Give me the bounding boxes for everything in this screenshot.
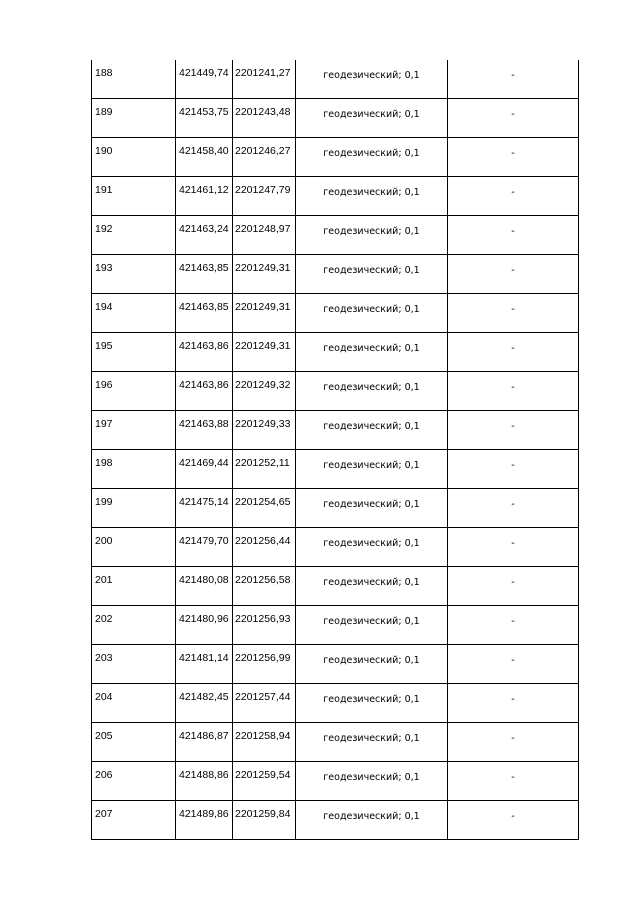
method-accuracy-cell-text: геодезический; 0,1 (323, 148, 420, 159)
table-row (92, 489, 579, 528)
y-coordinate-cell (233, 372, 296, 411)
point-number-cell-text: 190 (95, 145, 113, 157)
y-coordinate-cell-text: 2201257,44 (235, 691, 291, 703)
point-number-cell-text: 193 (95, 262, 113, 274)
description-cell-text: - (511, 810, 515, 822)
x-coordinate-cell-text: 421463,88 (179, 418, 229, 430)
x-coordinate-cell-text: 421475,14 (179, 496, 229, 508)
method-accuracy-cell (296, 372, 448, 411)
y-coordinate-cell-text: 2201254,65 (235, 496, 291, 508)
x-coordinate-cell (176, 684, 233, 723)
point-number-cell-text: 189 (95, 106, 113, 118)
x-coordinate-cell (176, 99, 233, 138)
method-accuracy-cell (296, 684, 448, 723)
y-coordinate-cell (233, 411, 296, 450)
table-row (92, 801, 579, 840)
table-row (92, 216, 579, 255)
x-coordinate-cell (176, 255, 233, 294)
description-cell (448, 216, 579, 255)
method-accuracy-cell-text: геодезический; 0,1 (323, 109, 420, 120)
table-row (92, 372, 579, 411)
point-number-cell-text: 188 (95, 67, 113, 79)
description-cell (448, 762, 579, 801)
description-cell (448, 177, 579, 216)
description-cell (448, 138, 579, 177)
point-number-cell-text: 191 (95, 184, 113, 196)
description-cell (448, 801, 579, 840)
point-number-cell-text: 202 (95, 613, 113, 625)
y-coordinate-cell (233, 138, 296, 177)
description-cell (448, 684, 579, 723)
point-number-cell-text: 201 (95, 574, 113, 586)
point-number-cell-text: 200 (95, 535, 113, 547)
description-cell-text: - (511, 576, 515, 588)
table-row (92, 567, 579, 606)
point-number-cell-text: 194 (95, 301, 113, 313)
x-coordinate-cell (176, 138, 233, 177)
point-number-cell (92, 450, 176, 489)
y-coordinate-cell (233, 606, 296, 645)
description-cell-text: - (511, 615, 515, 627)
point-number-cell-text: 196 (95, 379, 113, 391)
y-coordinate-cell (233, 684, 296, 723)
method-accuracy-cell-text: геодезический; 0,1 (323, 343, 420, 354)
x-coordinate-cell (176, 411, 233, 450)
y-coordinate-cell-text: 2201247,79 (235, 184, 291, 196)
description-cell-text: - (511, 693, 515, 705)
method-accuracy-cell-text: геодезический; 0,1 (323, 421, 420, 432)
method-accuracy-cell-text: геодезический; 0,1 (323, 538, 420, 549)
point-number-cell (92, 177, 176, 216)
table-row (92, 606, 579, 645)
point-number-cell-text: 199 (95, 496, 113, 508)
description-cell (448, 411, 579, 450)
table-row (92, 294, 579, 333)
x-coordinate-cell (176, 450, 233, 489)
x-coordinate-cell (176, 801, 233, 840)
description-cell (448, 567, 579, 606)
x-coordinate-cell-text: 421463,86 (179, 379, 229, 391)
y-coordinate-cell (233, 645, 296, 684)
x-coordinate-cell (176, 762, 233, 801)
point-number-cell-text: 206 (95, 769, 113, 781)
description-cell-text: - (511, 147, 515, 159)
table-row (92, 138, 579, 177)
point-number-cell (92, 216, 176, 255)
point-number-cell-text: 205 (95, 730, 113, 742)
description-cell-text: - (511, 225, 515, 237)
y-coordinate-cell (233, 801, 296, 840)
method-accuracy-cell-text: геодезический; 0,1 (323, 382, 420, 393)
y-coordinate-cell (233, 762, 296, 801)
y-coordinate-cell-text: 2201249,31 (235, 340, 291, 352)
description-cell-text: - (511, 264, 515, 276)
y-coordinate-cell-text: 2201259,54 (235, 769, 291, 781)
method-accuracy-cell (296, 645, 448, 684)
method-accuracy-cell (296, 255, 448, 294)
method-accuracy-cell (296, 801, 448, 840)
y-coordinate-cell-text: 2201249,31 (235, 301, 291, 313)
method-accuracy-cell (296, 138, 448, 177)
method-accuracy-cell (296, 177, 448, 216)
x-coordinate-cell (176, 528, 233, 567)
description-cell (448, 489, 579, 528)
x-coordinate-cell-text: 421463,85 (179, 262, 229, 274)
description-cell-text: - (511, 498, 515, 510)
x-coordinate-cell (176, 333, 233, 372)
table-row (92, 60, 579, 99)
method-accuracy-cell (296, 528, 448, 567)
y-coordinate-cell-text: 2201256,58 (235, 574, 291, 586)
table-row (92, 723, 579, 762)
point-number-cell (92, 567, 176, 606)
description-cell-text: - (511, 537, 515, 549)
method-accuracy-cell-text: геодезический; 0,1 (323, 460, 420, 471)
y-coordinate-cell-text: 2201256,93 (235, 613, 291, 625)
x-coordinate-cell-text: 421480,96 (179, 613, 229, 625)
x-coordinate-cell (176, 60, 233, 99)
method-accuracy-cell-text: геодезический; 0,1 (323, 811, 420, 822)
method-accuracy-cell (296, 60, 448, 99)
table-row (92, 528, 579, 567)
x-coordinate-cell-text: 421479,70 (179, 535, 229, 547)
x-coordinate-cell-text: 421463,24 (179, 223, 229, 235)
x-coordinate-cell (176, 606, 233, 645)
x-coordinate-cell (176, 216, 233, 255)
y-coordinate-cell-text: 2201259,84 (235, 808, 291, 820)
point-number-cell (92, 801, 176, 840)
x-coordinate-cell-text: 421449,74 (179, 67, 229, 79)
x-coordinate-cell-text: 421463,86 (179, 340, 229, 352)
y-coordinate-cell (233, 528, 296, 567)
method-accuracy-cell-text: геодезический; 0,1 (323, 577, 420, 588)
method-accuracy-cell-text: геодезический; 0,1 (323, 70, 420, 81)
y-coordinate-cell (233, 177, 296, 216)
x-coordinate-cell (176, 723, 233, 762)
y-coordinate-cell (233, 450, 296, 489)
x-coordinate-cell-text: 421461,12 (179, 184, 229, 196)
method-accuracy-cell-text: геодезический; 0,1 (323, 265, 420, 276)
method-accuracy-cell (296, 294, 448, 333)
description-cell-text: - (511, 342, 515, 354)
method-accuracy-cell (296, 606, 448, 645)
description-cell-text: - (511, 303, 515, 315)
y-coordinate-cell (233, 255, 296, 294)
y-coordinate-cell (233, 489, 296, 528)
table-row (92, 255, 579, 294)
point-number-cell (92, 255, 176, 294)
point-number-cell (92, 645, 176, 684)
method-accuracy-cell (296, 723, 448, 762)
method-accuracy-cell (296, 489, 448, 528)
coordinates-table-body (92, 60, 579, 840)
point-number-cell-text: 203 (95, 652, 113, 664)
point-number-cell (92, 723, 176, 762)
description-cell-text: - (511, 69, 515, 81)
description-cell (448, 645, 579, 684)
y-coordinate-cell-text: 2201249,31 (235, 262, 291, 274)
method-accuracy-cell (296, 762, 448, 801)
point-number-cell-text: 207 (95, 808, 113, 820)
y-coordinate-cell-text: 2201258,94 (235, 730, 291, 742)
x-coordinate-cell-text: 421481,14 (179, 652, 229, 664)
table-row (92, 99, 579, 138)
method-accuracy-cell (296, 99, 448, 138)
description-cell (448, 99, 579, 138)
y-coordinate-cell (233, 333, 296, 372)
method-accuracy-cell-text: геодезический; 0,1 (323, 226, 420, 237)
table-row (92, 411, 579, 450)
point-number-cell-text: 195 (95, 340, 113, 352)
method-accuracy-cell-text: геодезический; 0,1 (323, 694, 420, 705)
description-cell-text: - (511, 732, 515, 744)
x-coordinate-cell-text: 421458,40 (179, 145, 229, 157)
y-coordinate-cell-text: 2201256,99 (235, 652, 291, 664)
method-accuracy-cell-text: геодезический; 0,1 (323, 772, 420, 783)
point-number-cell (92, 528, 176, 567)
method-accuracy-cell-text: геодезический; 0,1 (323, 304, 420, 315)
x-coordinate-cell (176, 177, 233, 216)
table-row (92, 762, 579, 801)
x-coordinate-cell-text: 421480,08 (179, 574, 229, 586)
point-number-cell (92, 411, 176, 450)
description-cell (448, 294, 579, 333)
x-coordinate-cell (176, 567, 233, 606)
x-coordinate-cell (176, 372, 233, 411)
description-cell (448, 255, 579, 294)
point-number-cell (92, 762, 176, 801)
description-cell (448, 372, 579, 411)
method-accuracy-cell (296, 216, 448, 255)
x-coordinate-cell-text: 421463,85 (179, 301, 229, 313)
method-accuracy-cell (296, 450, 448, 489)
table-row (92, 450, 579, 489)
coordinates-table (91, 60, 579, 840)
x-coordinate-cell-text: 421486,87 (179, 730, 229, 742)
method-accuracy-cell-text: геодезический; 0,1 (323, 655, 420, 666)
method-accuracy-cell-text: геодезический; 0,1 (323, 616, 420, 627)
point-number-cell-text: 204 (95, 691, 113, 703)
method-accuracy-cell (296, 567, 448, 606)
method-accuracy-cell-text: геодезический; 0,1 (323, 499, 420, 510)
point-number-cell (92, 294, 176, 333)
y-coordinate-cell-text: 2201249,32 (235, 379, 291, 391)
method-accuracy-cell (296, 411, 448, 450)
y-coordinate-cell-text: 2201243,48 (235, 106, 291, 118)
point-number-cell-text: 198 (95, 457, 113, 469)
x-coordinate-cell-text: 421489,86 (179, 808, 229, 820)
point-number-cell (92, 606, 176, 645)
y-coordinate-cell-text: 2201252,11 (235, 457, 290, 469)
x-coordinate-cell-text: 421469,44 (179, 457, 229, 469)
table-row (92, 177, 579, 216)
description-cell-text: - (511, 459, 515, 471)
y-coordinate-cell-text: 2201241,27 (235, 67, 291, 79)
x-coordinate-cell-text: 421482,45 (179, 691, 229, 703)
description-cell-text: - (511, 108, 515, 120)
point-number-cell (92, 99, 176, 138)
table-row (92, 684, 579, 723)
x-coordinate-cell-text: 421488,86 (179, 769, 229, 781)
description-cell (448, 528, 579, 567)
point-number-cell (92, 60, 176, 99)
description-cell (448, 606, 579, 645)
table-row (92, 645, 579, 684)
x-coordinate-cell-text: 421453,75 (179, 106, 229, 118)
y-coordinate-cell-text: 2201246,27 (235, 145, 291, 157)
y-coordinate-cell (233, 723, 296, 762)
point-number-cell (92, 333, 176, 372)
y-coordinate-cell (233, 294, 296, 333)
description-cell (448, 333, 579, 372)
y-coordinate-cell (233, 99, 296, 138)
method-accuracy-cell (296, 333, 448, 372)
y-coordinate-cell (233, 60, 296, 99)
y-coordinate-cell-text: 2201248,97 (235, 223, 291, 235)
point-number-cell-text: 192 (95, 223, 113, 235)
point-number-cell (92, 489, 176, 528)
description-cell-text: - (511, 381, 515, 393)
table-row (92, 333, 579, 372)
y-coordinate-cell-text: 2201256,44 (235, 535, 291, 547)
description-cell-text: - (511, 186, 515, 198)
point-number-cell-text: 197 (95, 418, 113, 430)
point-number-cell (92, 372, 176, 411)
method-accuracy-cell-text: геодезический; 0,1 (323, 733, 420, 744)
method-accuracy-cell-text: геодезический; 0,1 (323, 187, 420, 198)
point-number-cell (92, 684, 176, 723)
description-cell (448, 450, 579, 489)
point-number-cell (92, 138, 176, 177)
x-coordinate-cell (176, 645, 233, 684)
description-cell (448, 60, 579, 99)
description-cell-text: - (511, 771, 515, 783)
y-coordinate-cell (233, 216, 296, 255)
description-cell-text: - (511, 654, 515, 666)
y-coordinate-cell-text: 2201249,33 (235, 418, 291, 430)
y-coordinate-cell (233, 567, 296, 606)
description-cell (448, 723, 579, 762)
x-coordinate-cell (176, 294, 233, 333)
description-cell-text: - (511, 420, 515, 432)
x-coordinate-cell (176, 489, 233, 528)
